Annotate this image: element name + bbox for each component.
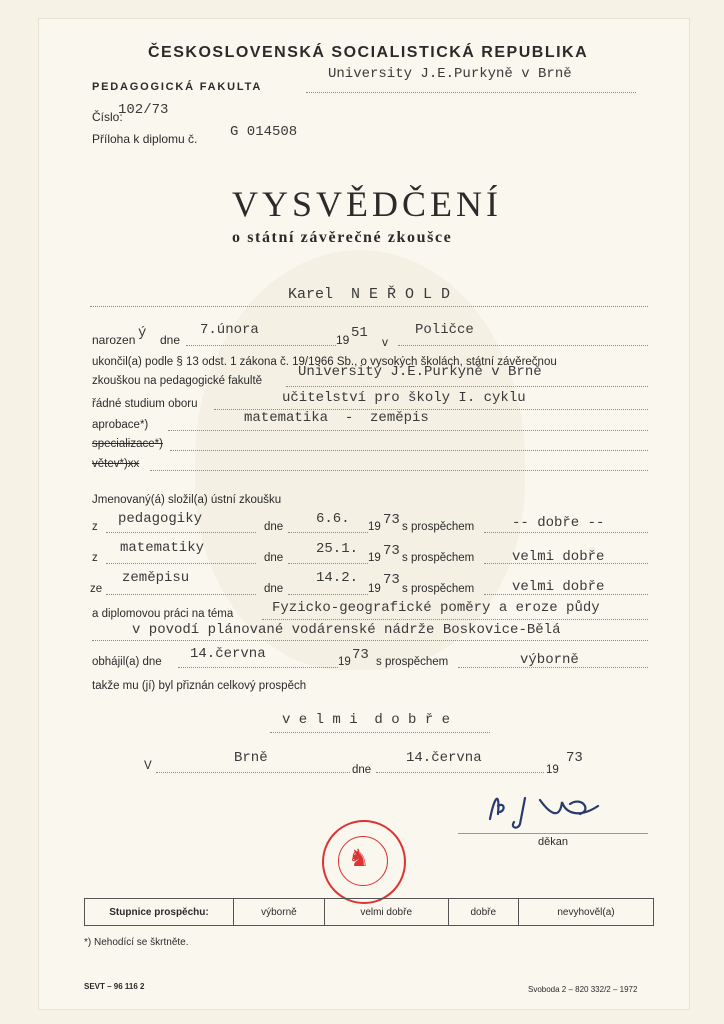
- university-name: University J.E.Purkyně v Brně: [328, 66, 572, 82]
- study-label: řádné studium oboru: [92, 398, 198, 410]
- exam-3-prefix: ze: [90, 583, 103, 595]
- exam-2-date: 25.1.: [316, 541, 359, 557]
- lion-emblem-icon: ♞: [348, 846, 370, 872]
- annex-label: Příloha k diplomu č.: [92, 132, 198, 146]
- exam-1-result: -- dobře --: [512, 515, 605, 531]
- direction-label: větev*)xx: [92, 458, 140, 470]
- oral-intro: Jmenovaný(á) složil(a) ústní zkoušku: [92, 494, 282, 506]
- faculty-label: PEDAGOGICKÁ FAKULTA: [92, 81, 263, 93]
- approbation-label: aprobace*): [92, 419, 149, 431]
- thesis-title-line1: Fyzicko-geografické poměry a eroze půdy: [272, 600, 600, 616]
- overall-result: v e l m i d o b ř e: [282, 712, 451, 728]
- born-suffix: ý: [138, 325, 147, 341]
- annex-value: G 014508: [230, 124, 298, 140]
- birth-year-prefix: 19: [336, 333, 350, 347]
- birth-year: 51: [351, 325, 368, 341]
- exam-3-date: 14.2.: [316, 570, 359, 586]
- grade-scale-cell: výborně: [234, 899, 325, 926]
- defended-year-prefix: 19: [338, 656, 351, 668]
- exam-2-result: velmi dobře: [512, 549, 605, 565]
- print-code-right: Svoboda 2 – 820 332/2 – 1972: [528, 985, 638, 994]
- grade-scale-cell: dobře: [448, 899, 518, 926]
- footnote: *) Nehodící se škrtněte.: [84, 937, 189, 948]
- exam-label: zkouškou na pedagogické fakultě: [92, 375, 263, 387]
- grade-scale-cell: nevyhověl(a): [518, 899, 653, 926]
- exam-3-year-prefix: 19: [368, 583, 381, 595]
- grade-scale-cell: velmi dobře: [324, 899, 448, 926]
- birth-date: 7.února: [200, 322, 259, 338]
- signing-year-prefix: 19: [546, 764, 559, 776]
- exam-2-day-label: dne: [264, 552, 284, 564]
- birth-place-label: v: [382, 335, 388, 349]
- signing-place: Brně: [234, 750, 268, 766]
- document-title: VYSVĚDČENÍ: [232, 184, 502, 224]
- exam-1-year-prefix: 19: [368, 521, 381, 533]
- republic-heading: ČESKOSLOVENSKÁ SOCIALISTICKÁ REPUBLIKA: [148, 44, 589, 61]
- study-field: učitelství pro školy I. cyklu: [282, 390, 526, 406]
- exam-1-year: 73: [383, 512, 400, 528]
- law-text: ukončil(a) podle § 13 odst. 1 zákona č. 19/1966 Sb., o vysokých školách, státní závěrečnou: [92, 356, 557, 368]
- thesis-label: a diplomovou práci na téma: [92, 608, 234, 620]
- exam-3-subject: zeměpisu: [122, 570, 190, 586]
- faculty-stamp: [322, 820, 406, 904]
- thesis-result: výborně: [520, 652, 579, 668]
- grade-scale-table: [84, 898, 654, 926]
- holder-name: Karel N E Ř O L D: [288, 286, 451, 303]
- print-code-left: SEVT – 96 116 2: [84, 982, 145, 991]
- born-label: narozen: [92, 333, 136, 347]
- exam-3-day-label: dne: [264, 583, 284, 595]
- exam-2-subject: matematiky: [120, 540, 205, 556]
- exam-3-year: 73: [383, 572, 400, 588]
- exam-3-result: velmi dobře: [512, 579, 605, 595]
- exam-3-result-label: s prospěchem: [402, 583, 475, 595]
- overall-label: takže mu (jí) byl přiznán celkový prospěch: [92, 680, 307, 692]
- exam-2-year-prefix: 19: [368, 552, 381, 564]
- exam-2-year: 73: [383, 543, 400, 559]
- signing-date: 14.června: [406, 750, 482, 766]
- document-subtitle: o státní závěrečné zkoušce: [232, 229, 453, 246]
- dean-signature: [470, 784, 620, 834]
- defended-date: 14.června: [190, 646, 266, 662]
- specialization-label: specializace*): [92, 438, 163, 450]
- signing-day-label: dne: [352, 764, 372, 776]
- thesis-title-line2: v povodí plánované vodárenské nádrže Boskovice-Bělá: [132, 622, 561, 638]
- exam-1-result-label: s prospěchem: [402, 521, 475, 533]
- exam-2-result-label: s prospěchem: [402, 552, 475, 564]
- exam-1-day-label: dne: [264, 521, 284, 533]
- signing-place-label: V: [144, 760, 152, 772]
- signing-year: 73: [566, 750, 583, 766]
- number-label: Číslo:: [92, 110, 123, 124]
- dean-label: děkan: [538, 836, 568, 848]
- number-value: 102/73: [118, 102, 169, 118]
- exam-2-prefix: z: [92, 552, 98, 564]
- exam-1-prefix: z: [92, 521, 98, 533]
- approbation-value: matematika - zeměpis: [244, 410, 429, 426]
- exam-1-subject: pedagogiky: [118, 511, 203, 527]
- defended-year: 73: [352, 647, 369, 663]
- birth-place: Poličce: [415, 322, 474, 338]
- defended-label: obhájil(a) dne: [92, 656, 162, 668]
- born-day-label: dne: [160, 333, 181, 347]
- grade-scale-label: Stupnice prospěchu:: [85, 899, 234, 926]
- exam-1-date: 6.6.: [316, 511, 350, 527]
- thesis-result-label: s prospěchem: [376, 656, 449, 668]
- exam-faculty: University J.E.Purkyně v Brně: [298, 364, 542, 380]
